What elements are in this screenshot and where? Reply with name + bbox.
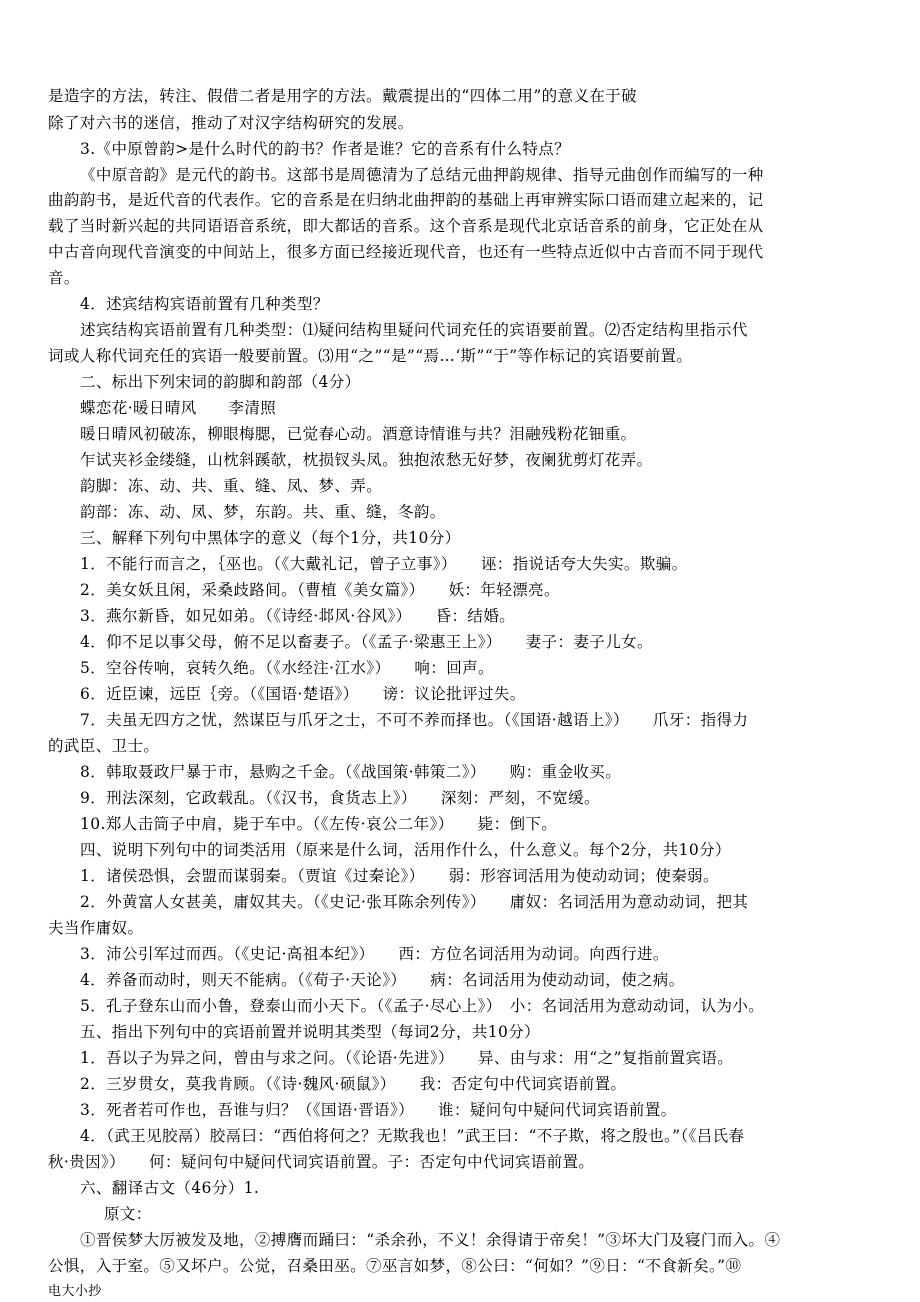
text-line: 3．沛公引军过而西。（《史记·高祖本纪》） 西：方位名词活用为动词。向西行进。 — [80, 945, 669, 963]
text-line: 曲韵韵书，是近代音的代表作。它的音系是在归纳北曲押韵的基础上再审辨实际口语而建立起来的，记 — [48, 191, 764, 209]
text-line: 夫当作庸奴。 — [48, 919, 144, 937]
text-line: ①晋侯梦大厉被发及地，②搏膺而踊曰：“杀余孙，不义！余得请于帝矣！”③坏大门及寝门而入。④ — [80, 1231, 781, 1249]
text-line: 4．仰不足以事父母，俯不足以畜妻子。（《孟子·梁惠王上》） 妻子：妻子儿女。 — [80, 633, 653, 651]
text-line: 载了当时新兴起的共同语语音系统，即大都话的音系。这个音系是现代北京话音系的前身，它正处在从 — [48, 217, 764, 235]
text-line: 原文： — [104, 1205, 152, 1223]
text-line: 韵部：冻、动、凤、梦，东韵。共、重、缝，冬韵。 — [80, 503, 446, 521]
text-line: 2．美女妖且闲，采桑歧路间。（曹植《美女篇》） 妖：年轻漂亮。 — [80, 581, 560, 599]
text-line: 5．孔子登东山而小鲁，登泰山而小天下。（《孟子·尽心上》） 小：名词活用为意动动词，认为小。 — [80, 997, 765, 1015]
text-line: 1．不能行而言之，｛巫也。（《大戴礼记，曾子立事》） 诬：指说话夸大失实。欺骗。 — [80, 555, 688, 573]
text-line: 3．燕尔新昏，如兄如弟。（《诗经·邶风·谷风》） 昏：结婚。 — [80, 607, 516, 625]
text-line: 《中原音韵》是元代的韵书。这部书是周德清为了总结元曲押韵规律、指导元曲创作而编写的一种 — [80, 166, 764, 184]
section-heading: 六、翻译古文（46分）1. — [80, 1179, 260, 1197]
text-line: 乍试夹衫金缕缝，山枕斜蹊欹，枕损钗头凤。独抱浓愁无好梦，夜阑犹剪灯花弄。 — [80, 451, 653, 469]
text-line: 4．养备而动时，则天不能病。（《荀子·天论》） 病：名词活用为使动动词，使之病。 — [80, 971, 685, 989]
section-heading: 二、标出下列宋词的韵脚和韵部（4分） — [80, 373, 361, 391]
text-line: 韵脚：冻、动、共、重、缝、凤、梦、弄。 — [80, 477, 383, 495]
text-line: 5．空谷传响，哀转久绝。（《水经注·江水》） 响：回声。 — [80, 659, 494, 677]
text-line: 秋·贵因》） 何：疑问句中疑问代词宾语前置。子：否定句中代词宾语前置。 — [48, 1153, 595, 1171]
text-line: 2．外黄富人女甚美，庸奴其夫。（《史记·张耳陈余列传》） 庸奴：名词活用为意动动词，把其 — [80, 893, 749, 911]
text-line: 9．刑法深刻，它政载乱。（《汉书，食货志上》） 深刻：严刻，不宽缓。 — [80, 789, 600, 807]
text-line: 蝶恋花·暖日晴风 李清照 — [80, 399, 277, 417]
text-line: 4．（武王见胶鬲）胶鬲曰：“西伯将何之？无欺我也！”武王曰：“不子欺，将之殷也。”（《吕氏春 — [80, 1127, 745, 1145]
section-heading: 四、说明下列句中的词类活用（原来是什么词，活用作什么，什么意义。每个2分，共10分） — [80, 841, 731, 859]
text-line: 1．诸侯恐惧，会盟而谋弱秦。（贾谊《过秦论》） 弱：形容词活用为使动动词；使秦弱。 — [80, 867, 719, 885]
text-line: 1．吾以子为异之问，曾由与求之问。（《论语·先进》） 异、由与求：用“之”复指前置宾语。 — [80, 1049, 734, 1067]
text-line: 4．述宾结构宾语前置有几种类型？ — [80, 295, 329, 313]
text-line: 是造字的方法，转注、假借二者是用字的方法。戴震提出的“四体二用”的意义在于破 — [48, 87, 638, 105]
section-heading: 五、指出下列句中的宾语前置并说明其类型（每词2分，共10分） — [80, 1023, 541, 1041]
text-line: 除了对六书的迷信，推动了对汉字结构研究的发展。 — [48, 114, 414, 132]
text-line: 3.《中原曾韵>是什么时代的韵书？作者是谁？它的音系有什么特点？ — [80, 140, 571, 158]
text-line: 3．死者若可作也，吾谁与归？（《国语·晋语》） 谁：疑问句中疑问代词宾语前置。 — [80, 1101, 677, 1119]
text-line: 7．夫虽无四方之忧，然谋臣与爪牙之士，不可不养而择也。（《国语·越语上》） 爪牙：指得力 — [80, 711, 749, 729]
text-line: 2．三岁贯女，莫我肯顾。（《诗·魏风·硕鼠》） 我：否定句中代词宾语前置。 — [80, 1075, 627, 1093]
text-line: 述宾结构宾语前置有几种类型：⑴疑问结构里疑问代词充任的宾语要前置。⑵否定结构里指示代 — [80, 321, 748, 339]
text-line: 10.郑人击筒子中肩，毙于车中。（《左传·哀公二年》） 毙：倒下。 — [80, 815, 558, 833]
text-line: 词或人称代词充任的宾语一般要前置。⑶用“之”“是”“焉…‘斯”“于”等作标记的宾语要前置。 — [48, 347, 693, 365]
text-line: 音。 — [48, 269, 80, 287]
section-heading: 三、解释下列句中黑体字的意义（每个1分，共10分） — [80, 529, 461, 547]
text-line: 暖日晴风初破冻，柳眼梅腮，已觉春心动。酒意诗情谁与共？泪融残粉花钿重。 — [80, 425, 637, 443]
text-line: 中古音向现代音演变的中间站上，很多方面已经接近现代音，也还有一些特点近似中古音而不同于现代 — [48, 243, 764, 261]
page-footer: 电大小抄 — [48, 1284, 102, 1299]
text-line: 公惧，入于室。⑤又坏户。公觉，召桑田巫。⑦巫言如梦，⑧公曰：“何如？”⑨日：“不食新矣。”⑩ — [48, 1257, 742, 1275]
text-line: 6．近臣谏，远臣｛旁。（《国语·楚语》） 谤：议论批评过失。 — [80, 685, 526, 703]
text-line: 的武臣、卫士。 — [48, 737, 160, 755]
text-line: 8．韩取聂政尸暴于市，悬购之千金。（《战国策·韩策二》） 购：重金收买。 — [80, 763, 622, 781]
